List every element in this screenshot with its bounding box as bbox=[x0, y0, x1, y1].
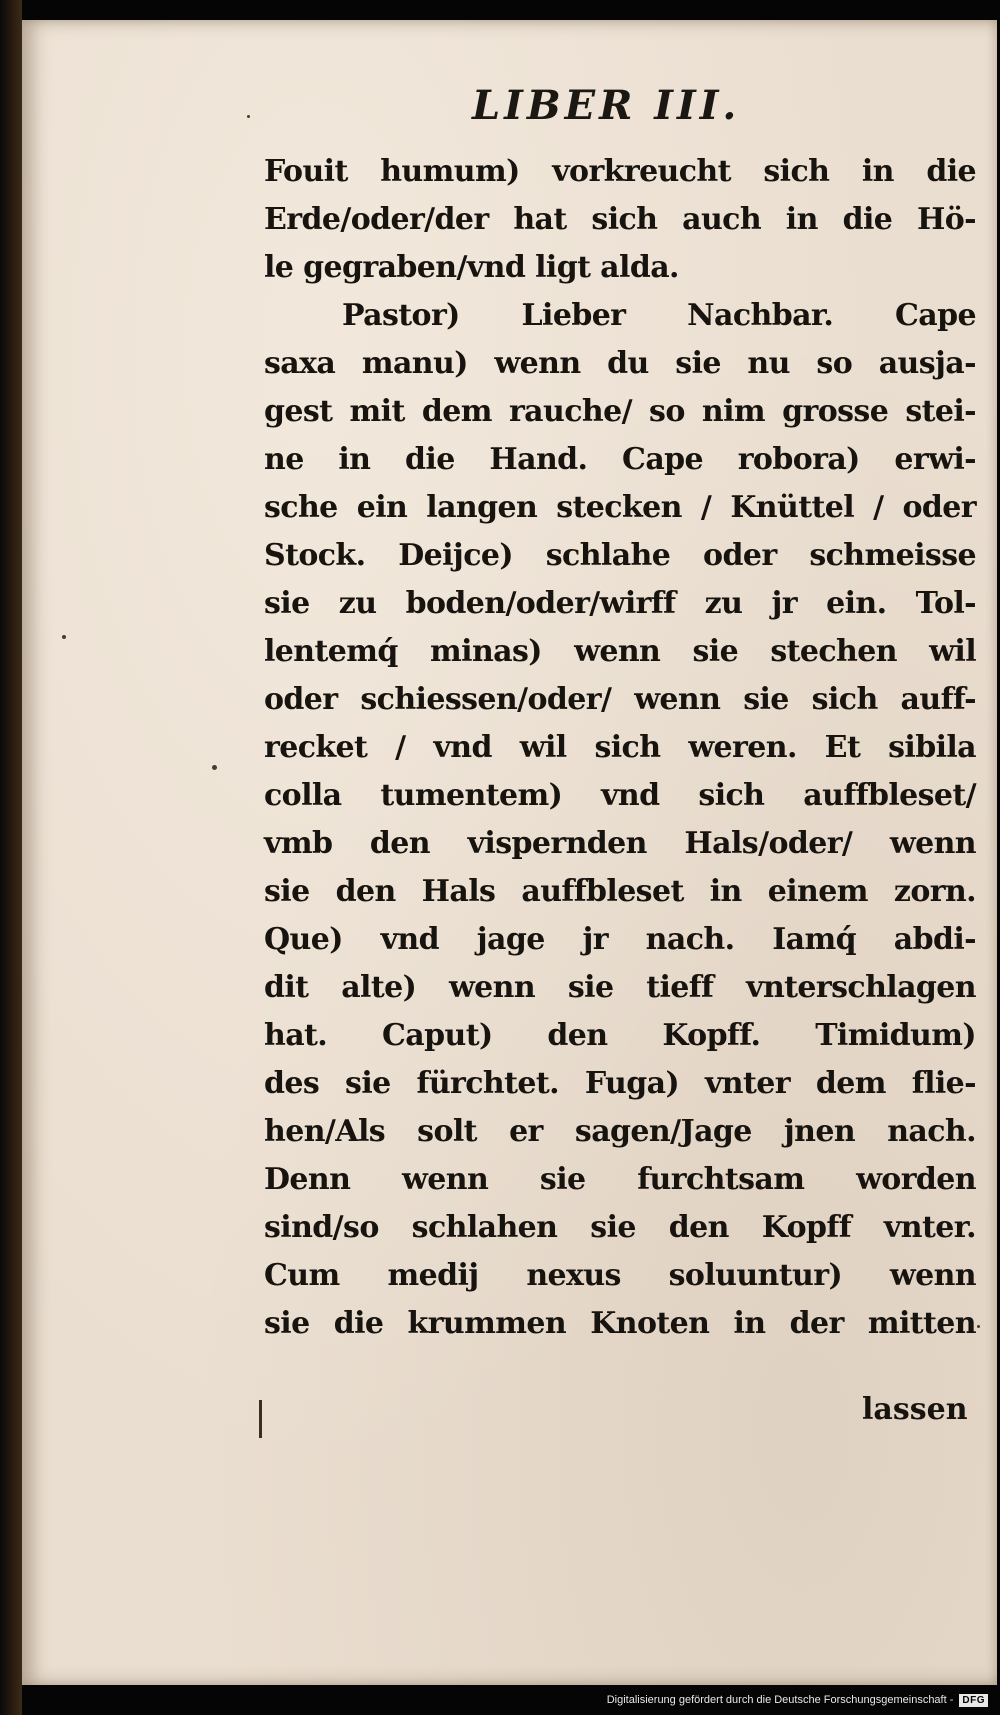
text-line: vmb den vispernden Hals/oder/ wenn bbox=[264, 826, 976, 861]
book-edge bbox=[0, 0, 22, 1715]
text-line: hen/Als solt er sagen/Jage jnen nach. bbox=[264, 1114, 976, 1149]
text-line: hat. Caput) den Kopff. Timidum) bbox=[264, 1018, 976, 1053]
footer-credit: Digitalisierung gefördert durch die Deutsche Forschungsgemeinschaft - bbox=[606, 1694, 954, 1706]
dfg-logo: DFG bbox=[959, 1694, 988, 1707]
text-line: sie die krummen Knoten in der mitten bbox=[264, 1306, 976, 1341]
body-text bbox=[264, 148, 976, 1348]
text-line: des sie fürchtet. Fuga) vnter dem flie- bbox=[264, 1066, 976, 1101]
text-line: recket / vnd wil sich weren. Et sibila bbox=[264, 730, 976, 765]
digitization-footer bbox=[560, 1685, 1000, 1715]
catchword: lassen bbox=[862, 1392, 968, 1427]
text-line: le gegraben/vnd ligt alda. bbox=[264, 250, 679, 285]
text-line: Que) vnd jage jr nach. Iamq́ abdi- bbox=[264, 922, 976, 957]
text-line: sie zu boden/oder/wirff zu jr ein. Tol- bbox=[264, 586, 976, 621]
text-line: sie den Hals auffbleset in einem zorn. bbox=[264, 874, 976, 909]
text-line: oder schiessen/oder/ wenn sie sich auff- bbox=[264, 682, 976, 717]
text-line: colla tumentem) vnd sich auffbleset/ bbox=[264, 778, 976, 813]
margin-mark bbox=[259, 1400, 262, 1438]
text-line: sind/so schlahen sie den Kopff vnter. bbox=[264, 1210, 976, 1245]
text-line: Fouit humum) vorkreucht sich in die bbox=[264, 154, 976, 189]
text-line: dit alte) wenn sie tieff vnterschlagen bbox=[264, 970, 976, 1005]
text-line: Stock. Deijce) schlahe oder schmeisse bbox=[264, 538, 976, 573]
text-line: Pastor) Lieber Nachbar. Cape bbox=[342, 298, 976, 333]
text-line: gest mit dem rauche/ so nim grosse stei- bbox=[264, 394, 976, 429]
text-line: Denn wenn sie furchtsam worden bbox=[264, 1162, 976, 1197]
text-line: Erde/oder/der hat sich auch in die Hö- bbox=[264, 202, 976, 237]
text-line: Cum medij nexus soluuntur) wenn bbox=[264, 1258, 976, 1293]
text-line: sche ein langen stecken / Knüttel / oder bbox=[264, 490, 976, 525]
text-line: saxa manu) wenn du sie nu so ausja- bbox=[264, 346, 976, 381]
running-head: LIBER III. bbox=[472, 82, 741, 129]
text-line: ne in die Hand. Cape robora) erwi- bbox=[264, 442, 976, 477]
text-line: lentemq́ minas) wenn sie stechen wil bbox=[264, 634, 976, 669]
book-page bbox=[22, 20, 997, 1685]
